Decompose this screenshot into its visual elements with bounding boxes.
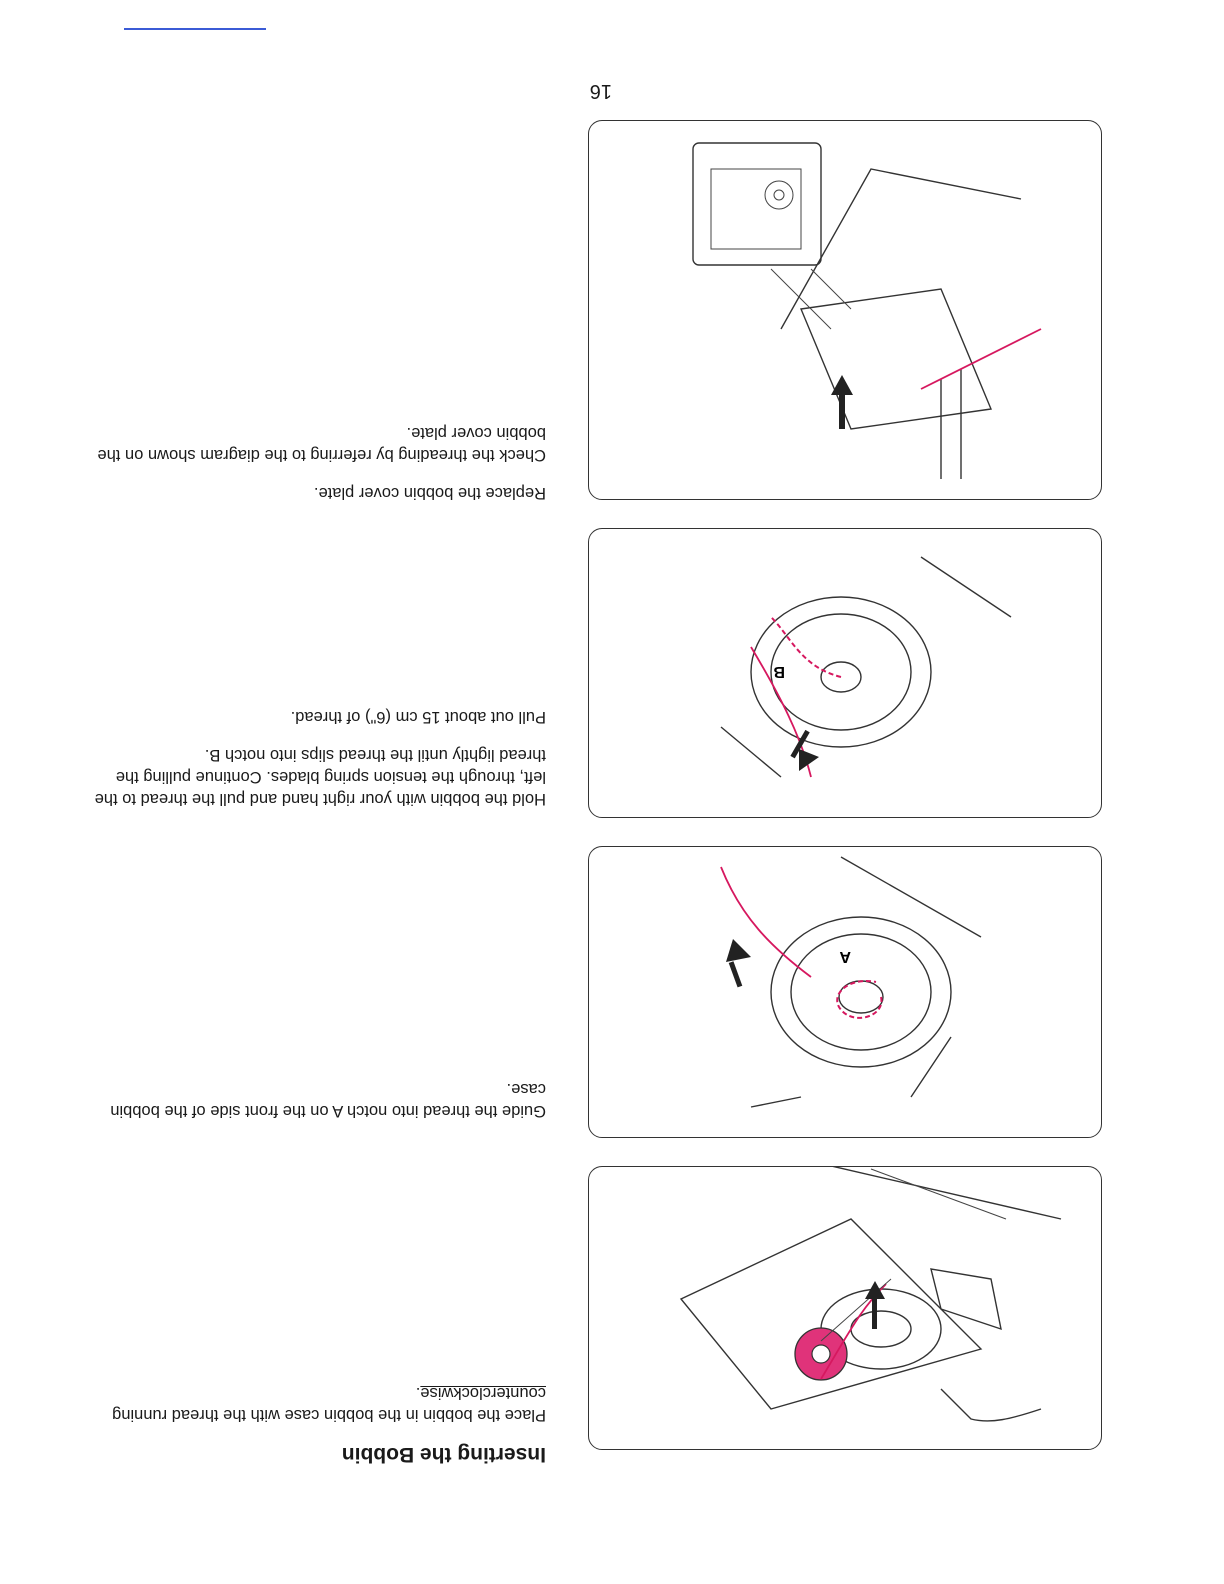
step-3-paragraph-2: Pull out about 15 cm (6") of thread. <box>290 708 546 726</box>
page-number: 16 <box>589 80 612 102</box>
step-3-instructions <box>76 690 546 810</box>
step-4-paragraph-1: Replace the bobbin cover plate. <box>313 484 546 502</box>
step-2-instructions <box>76 1062 546 1122</box>
step-1-text-end: . <box>415 1384 421 1402</box>
notch-a-illustration <box>589 847 1101 1137</box>
notch-b-illustration <box>589 529 1101 817</box>
step-1-emphasis: counterclockwise <box>420 1384 546 1402</box>
notch-a-label: A <box>839 948 851 965</box>
figure-bobbin-placement <box>588 1166 1102 1450</box>
step-4-paragraph-2: Check the threading by referring to the diagram shown on the bobbin cover plate. <box>97 424 546 464</box>
step-4-instructions <box>76 406 546 504</box>
section-title: Inserting the Bobbin <box>341 1443 546 1466</box>
notch-b-label: B <box>773 663 785 680</box>
step-1-paragraph <box>76 1382 546 1426</box>
step-1-text: Place the bobbin in the bobbin case with the thread running <box>112 1406 546 1424</box>
figure-notch-b <box>588 528 1102 818</box>
figure-notch-a <box>588 846 1102 1138</box>
footer-accent-rule <box>124 28 266 30</box>
cover-plate-illustration <box>589 121 1101 499</box>
step-2-paragraph: Guide the thread into notch A on the front side of the bobbin case. <box>110 1080 546 1120</box>
figure-cover-plate <box>588 120 1102 500</box>
step-3-paragraph-1: Hold the bobbin with your right hand and pull the thread to the left, through the tension spring blades. Continue pulling the thread lightly until the thread slips into notch B. <box>94 746 546 808</box>
bobbin-placement-illustration <box>589 1167 1101 1449</box>
step-1-instructions <box>76 1366 546 1426</box>
